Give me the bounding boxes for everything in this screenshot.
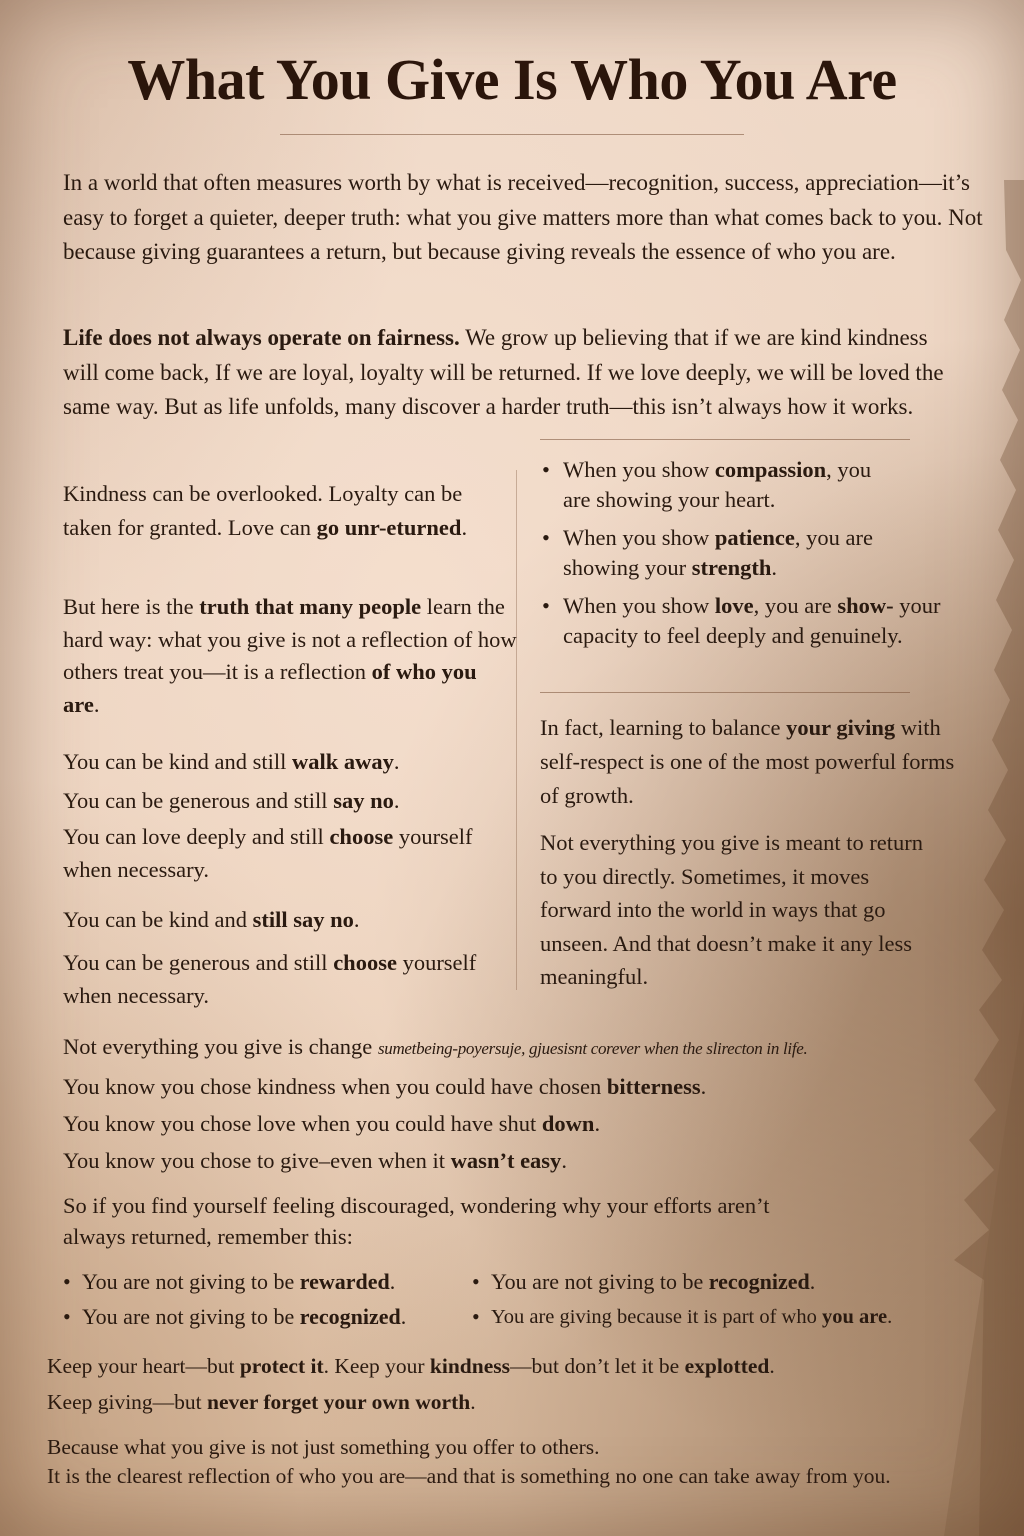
giving-bullet-who-you-are: • You are giving because it is part of who you are.	[472, 1302, 972, 1332]
kind-say-no-line: You can be kind and still say no.	[63, 907, 360, 932]
giving-bullet-recognized-left: • You are not giving to be recognized.	[63, 1302, 473, 1332]
bullet-dot: •	[63, 1269, 71, 1294]
truth-paragraph: But here is the truth that many people learn the hard way: what you give is not a reflection of how others treat you—it is a reflection of who you are.	[63, 594, 517, 717]
fairness-heading: Life does not always operate on fairness.	[63, 325, 460, 350]
chose-kindness-line: You know you chose kindness when you could have chosen bitterness.	[63, 1074, 707, 1099]
bullet-dot: •	[542, 525, 550, 550]
bullet-dot: •	[542, 593, 550, 618]
bullet-dot: •	[472, 1269, 480, 1294]
giving-bullet-rewarded: • You are not giving to be rewarded.	[63, 1267, 473, 1297]
chose-give-line: You know you chose to give–even when it wasn’t easy.	[63, 1148, 567, 1173]
chose-love-line: You know you chose love when you could have shut down.	[63, 1111, 601, 1136]
keep-giving-line: Keep giving—but never forget your own worth.	[47, 1390, 476, 1414]
intro-paragraph	[63, 166, 983, 270]
page-title: What You Give Is Who You Are	[127, 47, 897, 112]
fairness-paragraph: Life does not always operate on fairness. We grow up believing that if we are kind kindness will come back, If we are loyal, loyalty will be returned. If we love deeply, we will be loved the same way. But as life unfolds, many discover a harder truth—this isn’t always how it works.	[63, 325, 944, 419]
discouraged-paragraph: So if you find yourself feeling discouraged, wondering why your efforts aren’t always returned, remember this:	[63, 1193, 770, 1249]
keep-heart-line: Keep your heart—but protect it. Keep your kindness—but don’t let it be explotted.	[47, 1354, 775, 1378]
balance-paragraph: In fact, learning to balance your giving with self-respect is one of the most powerful forms of growth.	[540, 715, 955, 808]
right-column-top-divider	[540, 439, 910, 440]
closing-line-2: It is the clearest reflection of who you are—and that is something no one can take away from you.	[47, 1464, 891, 1488]
column-divider	[516, 470, 517, 990]
return-paragraph: Not everything you give is meant to return to you directly. Sometimes, it moves forward into the world in ways that go unseen. And that doesn’t make it any less meaningful.	[540, 830, 924, 989]
right-column-mid-divider	[540, 692, 910, 693]
garbled-line: Not everything you give is change sumetbeing-poyersuje, gjuesisnt corever when the slirecton in life.	[63, 1034, 808, 1059]
generous-choose-line: You can be generous and still choose yourself when necessary.	[63, 950, 477, 1008]
patience-bullet: • When you show patience, you are showing your strength.	[542, 525, 873, 580]
closing-line-1: Because what you give is not just something you offer to others.	[47, 1435, 600, 1459]
compassion-bullet: • When you show compassion, you are showing your heart.	[542, 457, 872, 512]
can-love-deeply-line: You can love deeply and still choose yourself when necessary.	[63, 824, 473, 882]
title-divider	[280, 134, 744, 135]
kindness-overlooked-paragraph: Kindness can be overlooked. Loyalty can be taken for granted. Love can go unr-eturned.	[63, 481, 468, 540]
giving-bullet-recognized-right: • You are not giving to be recognized.	[472, 1267, 942, 1297]
bullet-dot: •	[472, 1304, 480, 1329]
intro-text: In a world that often measures worth by what is received—recognition, success, appreciation—it’s easy to forget a quieter, deeper truth: what you give matters more than what comes back to you. Not because giving guarantees a return, but because giving reveals the essence of who you are.	[63, 170, 983, 264]
bullet-dot: •	[542, 457, 550, 482]
bullet-dot: •	[63, 1304, 71, 1329]
can-be-generous-line: You can be generous and still say no.	[63, 788, 400, 813]
love-bullet: • When you show love, you are show- your capacity to feel deeply and genuinely.	[542, 593, 941, 648]
can-be-kind-line: You can be kind and still walk away.	[63, 749, 400, 774]
